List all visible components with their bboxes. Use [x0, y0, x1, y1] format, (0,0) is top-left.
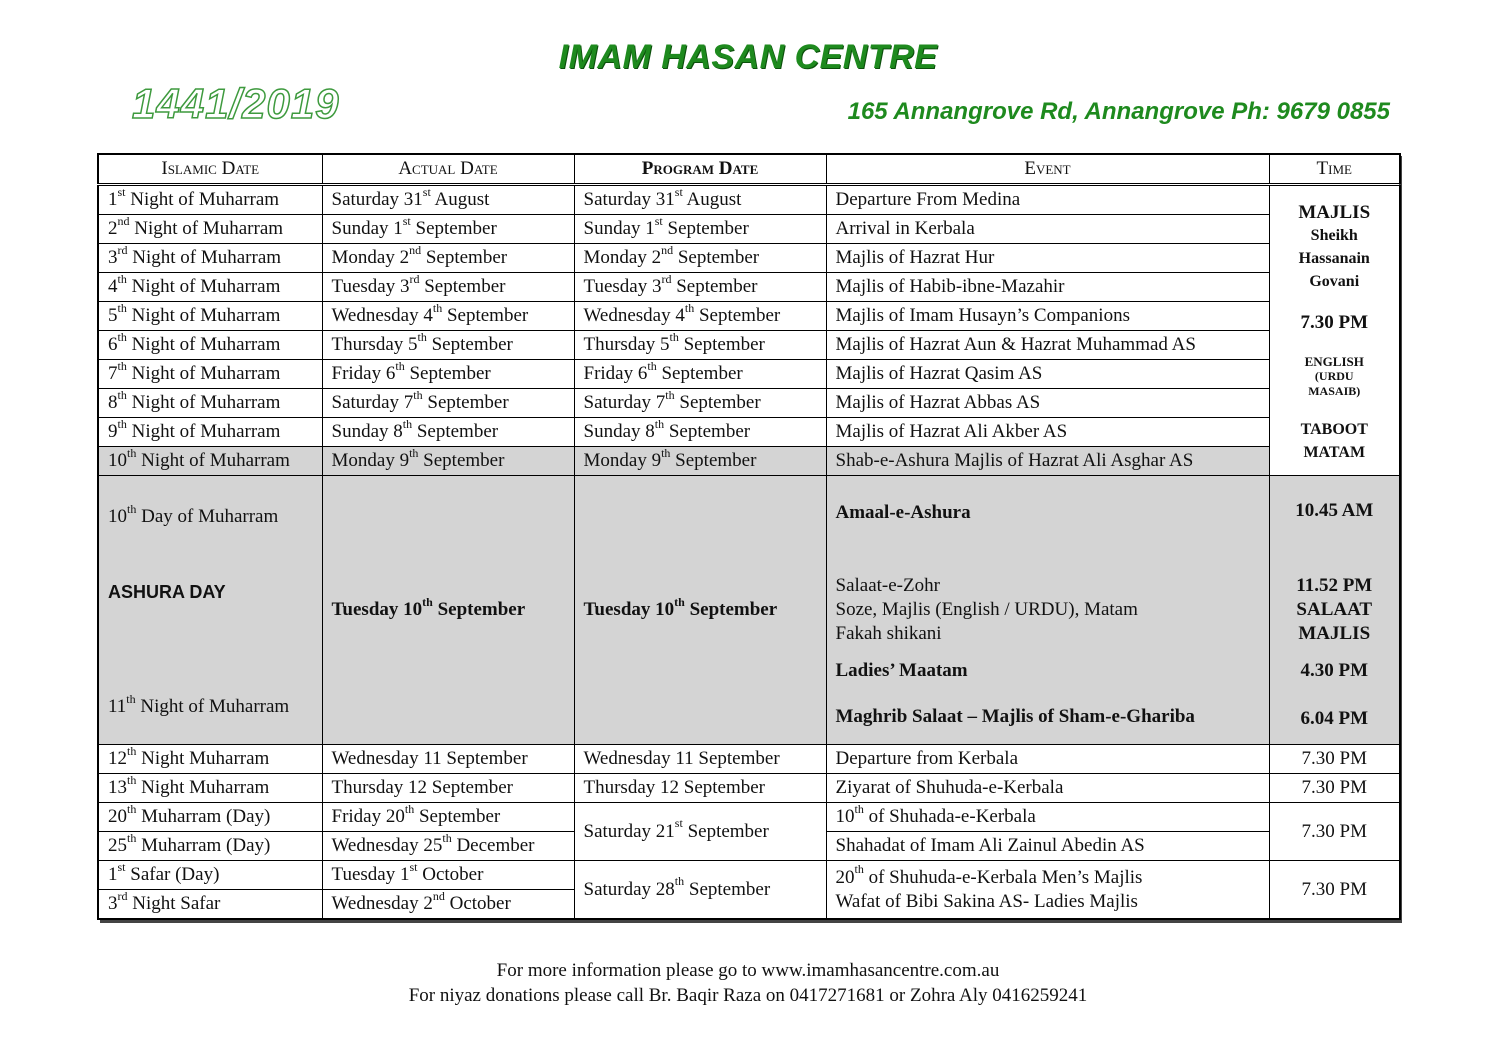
event-cell: Shab-e-Ashura Majlis of Hazrat Ali Asghar AS — [826, 447, 1269, 476]
amaal-event: Amaal-e-Ashura — [835, 502, 971, 523]
year-label: 1441/2019 — [132, 80, 340, 127]
event-cell: Majlis of Hazrat Abbas AS — [826, 389, 1269, 418]
event-cell: Majlis of Hazrat Ali Akber AS — [826, 418, 1269, 447]
text-rest: of Shuhuda-e-Kerbala Men’s Majlis — [863, 866, 1143, 888]
col-program-date: Program Date — [574, 154, 826, 185]
text-base: 25 — [108, 835, 127, 856]
ordinal-suffix: st — [674, 184, 683, 199]
ordinal-suffix: th — [854, 802, 864, 816]
ordinal-suffix: th — [409, 446, 419, 460]
text-rest: December — [451, 835, 535, 856]
text-base: 20 — [108, 806, 127, 827]
ordinal-suffix: th — [117, 272, 127, 286]
program-date-cell — [574, 447, 826, 476]
table-row — [98, 244, 1400, 273]
text-rest: Muharram (Day) — [136, 835, 271, 856]
islamic-date-cell — [98, 302, 322, 331]
ashura-program-cell — [574, 476, 826, 745]
event-cell: Majlis of Hazrat Qasim AS — [826, 360, 1269, 389]
text-base: Tuesday 3 — [583, 276, 662, 297]
text-rest: Night Muharram — [136, 777, 270, 798]
text-rest: September — [671, 276, 758, 297]
text-base: 10 — [108, 506, 127, 527]
col-time: Time — [1269, 154, 1400, 185]
text-base: 5 — [108, 305, 118, 326]
col-event: Event — [826, 154, 1269, 185]
text-rest: September — [404, 363, 491, 384]
islamic-date-cell — [98, 389, 322, 418]
text-rest: Night of Muharram — [135, 696, 290, 717]
islamic-date-cell — [98, 185, 322, 215]
text-base: 3 — [108, 247, 118, 268]
event-cell: Departure From Medina — [826, 185, 1269, 215]
footer-donation-line: For niyaz donations please call Br. Baqir Raza on 0417271681 or Zohra Aly 0416259241 — [408, 985, 1088, 1006]
actual-date-cell — [322, 418, 574, 447]
ordinal-suffix: st — [674, 816, 683, 831]
text-base: 1 — [108, 864, 118, 885]
text-rest: September — [684, 878, 771, 900]
ordinal-suffix: th — [117, 417, 127, 431]
islamic-date-cell — [98, 331, 322, 360]
program-date-cell — [574, 861, 826, 920]
table-row — [98, 302, 1400, 331]
ordinal-suffix: th — [665, 388, 675, 402]
text-base: Saturday 21 — [583, 820, 675, 842]
ashura-night-label — [108, 691, 313, 718]
program-date-cell — [574, 331, 826, 360]
amaal-time: 10.45 AM — [1295, 500, 1374, 521]
ladies-maatam-time: 4.30 PM — [1300, 660, 1369, 681]
zohr-event: Salaat-e-Zohr — [835, 575, 940, 596]
text-rest: Night Safar — [127, 893, 221, 914]
text-base: Sunday 8 — [331, 421, 403, 442]
ordinal-suffix: th — [684, 301, 695, 315]
text-base: Friday 6 — [331, 363, 396, 384]
actual-date-cell — [322, 215, 574, 244]
ordinal-suffix: th — [127, 501, 137, 516]
ordinal-suffix: nd — [117, 214, 130, 228]
majlis-label: MAJLIS — [1298, 623, 1371, 644]
ordinal-suffix: th — [422, 594, 433, 609]
program-date-cell: Thursday 12 September — [574, 774, 826, 803]
ashura-actual-cell — [322, 476, 574, 745]
ordinal-suffix: th — [126, 691, 136, 706]
text-base: Saturday 7 — [583, 392, 666, 413]
ashura-day-title: ASHURA DAY — [108, 581, 226, 602]
text-rest: September — [419, 276, 506, 297]
islamic-date-cell — [98, 890, 322, 920]
text-base: Sunday 1 — [583, 218, 655, 239]
actual-date-cell — [322, 273, 574, 302]
table-row — [98, 389, 1400, 418]
table-row — [98, 273, 1400, 302]
text-base: Saturday 31 — [583, 189, 675, 210]
ordinal-suffix: th — [654, 417, 665, 431]
centre-title: IMAM HASAN CENTRE — [558, 38, 938, 76]
speaker-line-3: Govani — [1309, 273, 1360, 290]
text-base: Saturday 7 — [331, 392, 414, 413]
table-row — [98, 331, 1400, 360]
event-cell: Majlis of Hazrat Aun & Hazrat Muhammad AS — [826, 331, 1269, 360]
text-base: 3 — [108, 893, 118, 914]
text-rest: of Shuhada-e-Kerbala — [863, 806, 1036, 827]
ordinal-suffix: nd — [432, 889, 445, 903]
text-base: 10 — [835, 806, 855, 827]
actual-date-cell — [322, 803, 574, 832]
event-cell — [826, 832, 1269, 861]
table-row — [98, 360, 1400, 389]
text-rest: September — [682, 820, 769, 842]
ashura-row — [98, 476, 1400, 745]
ashura-islamic-cell — [98, 476, 322, 745]
text-base: Friday 20 — [331, 806, 405, 827]
text-rest: September — [410, 218, 497, 239]
majlis-time-cell — [1269, 185, 1400, 476]
text-base: 1 — [108, 189, 118, 210]
ordinal-suffix: th — [402, 417, 413, 431]
text-base: Saturday 28 — [583, 878, 675, 900]
actual-date-cell — [322, 302, 574, 331]
schedule-table-wrapper — [97, 153, 1399, 920]
islamic-date-cell — [98, 803, 322, 832]
ordinal-suffix: st — [409, 860, 418, 874]
soze-event: Soze, Majlis (English / URDU), Matam — [835, 599, 1138, 620]
actual-date-cell — [322, 331, 574, 360]
program-date-cell — [574, 803, 826, 861]
program-date-cell: Wednesday 11 September — [574, 745, 826, 774]
text-base: Sunday 8 — [583, 421, 655, 442]
text-rest: Safar (Day) — [125, 864, 220, 885]
text-base: Tuesday 10 — [583, 599, 675, 620]
ordinal-suffix: th — [417, 330, 427, 344]
ladies-maatam-event: Ladies’ Maatam — [835, 660, 968, 681]
fakah-event: Fakah shikani — [835, 623, 942, 644]
text-base: 6 — [108, 334, 118, 355]
ordinal-suffix: th — [127, 744, 137, 758]
text-rest: Muharram (Day) — [136, 806, 271, 827]
ordinal-suffix: st — [402, 214, 411, 228]
ordinal-suffix: nd — [409, 243, 422, 257]
ordinal-suffix: th — [117, 301, 127, 315]
text-base: 10 — [108, 450, 127, 471]
islamic-date-cell — [98, 832, 322, 861]
islamic-date-cell — [98, 215, 322, 244]
ordinal-suffix: rd — [117, 243, 128, 257]
text-base: 11 — [108, 696, 127, 717]
text-rest: September — [670, 450, 757, 471]
text-rest: Night of Muharram — [136, 450, 290, 471]
time-cell: 7.30 PM — [1269, 745, 1400, 774]
islamic-date-cell — [98, 447, 322, 476]
text-rest: Night of Muharram — [126, 276, 281, 297]
ordinal-suffix: th — [127, 446, 137, 460]
text-rest: September — [422, 392, 509, 413]
ordinal-suffix: rd — [409, 272, 420, 286]
actual-date-cell — [322, 185, 574, 215]
ordinal-suffix: th — [127, 773, 137, 787]
speaker-line-2: Hassanain — [1298, 250, 1370, 267]
time-cell: 7.30 PM — [1269, 861, 1400, 920]
text-base: Wednesday 4 — [331, 305, 433, 326]
ordinal-suffix: th — [674, 594, 685, 609]
program-date-cell — [574, 244, 826, 273]
islamic-date-cell — [98, 861, 322, 890]
program-date-cell — [574, 302, 826, 331]
actual-date-cell — [322, 244, 574, 273]
text-rest: Night of Muharram — [126, 305, 281, 326]
actual-date-cell: Thursday 12 September — [322, 774, 574, 803]
text-base: Friday 6 — [583, 363, 648, 384]
text-base: Tuesday 1 — [331, 864, 410, 885]
col-actual-date: Actual Date — [322, 154, 574, 185]
ordinal-suffix: st — [117, 860, 126, 874]
ashura-day-label — [108, 501, 313, 528]
islamic-date-cell — [98, 244, 322, 273]
table-row — [98, 745, 1400, 774]
ordinal-suffix: th — [432, 301, 443, 315]
text-rest: September — [412, 421, 499, 442]
text-rest: September — [414, 806, 501, 827]
actual-date-cell: Wednesday 11 September — [322, 745, 574, 774]
text-base: 12 — [108, 748, 127, 769]
program-date-cell — [574, 215, 826, 244]
text-base: Monday 2 — [583, 247, 662, 268]
text-rest: September — [426, 334, 513, 355]
ordinal-suffix: th — [127, 802, 137, 816]
actual-date-cell — [322, 832, 574, 861]
ordinal-suffix: th — [442, 831, 452, 845]
islamic-date-cell — [98, 360, 322, 389]
ordinal-suffix: th — [661, 446, 671, 460]
actual-date-cell — [322, 389, 574, 418]
text-rest: September — [432, 599, 526, 620]
event-cell: Majlis of Habib-ibne-Mazahir — [826, 273, 1269, 302]
text-base: Thursday 5 — [583, 334, 670, 355]
ordinal-suffix: th — [117, 330, 127, 344]
islamic-date-cell — [98, 774, 322, 803]
actual-date-cell — [322, 861, 574, 890]
text-base: 13 — [108, 777, 127, 798]
footer-info-line: For more information please go to www.imamhasancentre.com.au — [496, 960, 1000, 981]
ordinal-suffix: th — [647, 359, 657, 373]
language-sub-2: MASAIB) — [1308, 383, 1361, 398]
ordinal-suffix: rd — [661, 272, 672, 286]
event-cell — [826, 861, 1269, 920]
col-islamic-date: Islamic Date — [98, 154, 322, 185]
text-rest: Night of Muharram — [127, 247, 282, 268]
text-rest: September — [674, 392, 761, 413]
time-cell: 7.30 PM — [1269, 803, 1400, 861]
text-rest: Night Muharram — [136, 748, 270, 769]
taboot-label: TABOOT — [1300, 420, 1368, 438]
ordinal-suffix: nd — [661, 243, 674, 257]
safar-event-men — [835, 862, 1260, 890]
table-row — [98, 447, 1400, 476]
event-cell: Majlis of Hazrat Hur — [826, 244, 1269, 273]
islamic-date-cell — [98, 745, 322, 774]
event-cell: Departure from Kerbala — [826, 745, 1269, 774]
ordinal-suffix: th — [854, 862, 864, 877]
majlis-heading: MAJLIS — [1298, 202, 1371, 223]
ordinal-suffix: rd — [117, 889, 128, 903]
text-rest: September — [664, 421, 751, 442]
safar-event-ladies: Wafat of Bibi Sakina AS- Ladies Majlis — [835, 890, 1138, 912]
text-base: 2 — [108, 218, 118, 239]
text-rest: Night of Muharram — [126, 421, 281, 442]
majlis-time: 7.30 PM — [1300, 312, 1369, 334]
text-base: Monday 2 — [331, 247, 410, 268]
program-date-cell — [574, 185, 826, 215]
text-rest: August — [430, 189, 490, 210]
ordinal-suffix: th — [117, 388, 127, 402]
text-rest: September — [684, 599, 778, 620]
text-base: 8 — [108, 392, 118, 413]
footer — [0, 958, 1496, 1008]
event-cell — [826, 803, 1269, 832]
text-base: Monday 9 — [583, 450, 662, 471]
program-date-cell — [574, 360, 826, 389]
text-rest: September — [442, 305, 529, 326]
text-rest: October — [417, 864, 484, 885]
table-row — [98, 861, 1400, 890]
text-rest: September — [656, 363, 743, 384]
event-cell: Arrival in Kerbala — [826, 215, 1269, 244]
text-base: 9 — [108, 421, 118, 442]
ordinal-suffix: st — [422, 184, 431, 199]
text-rest: September — [418, 450, 505, 471]
event-cell: Majlis of Imam Husayn’s Companions — [826, 302, 1269, 331]
table-row — [98, 185, 1400, 215]
text-base: Saturday 31 — [331, 189, 423, 210]
maghrib-time: 6.04 PM — [1300, 708, 1369, 729]
text-rest: September — [673, 247, 760, 268]
text-rest: Day of Muharram — [136, 506, 279, 527]
language-sub-1: (URDU — [1314, 368, 1354, 383]
ordinal-suffix: st — [117, 184, 126, 199]
text-rest: Night of Muharram — [126, 363, 281, 384]
text-base: Wednesday 25 — [331, 835, 443, 856]
matam-label: MATAM — [1303, 443, 1366, 461]
text-rest: Night of Muharram — [126, 334, 281, 355]
salaat-label: SALAAT — [1296, 599, 1373, 620]
text-rest: September — [678, 334, 765, 355]
text-base: Tuesday 3 — [331, 276, 410, 297]
ordinal-suffix: th — [117, 359, 127, 373]
islamic-date-cell — [98, 418, 322, 447]
ordinal-suffix: st — [654, 214, 663, 228]
zohr-time: 11.52 PM — [1296, 575, 1373, 596]
actual-date-cell — [322, 360, 574, 389]
ordinal-suffix: th — [413, 388, 423, 402]
text-rest: September — [421, 247, 508, 268]
program-date-cell — [574, 389, 826, 418]
text-rest: October — [444, 893, 511, 914]
program-date-cell — [574, 273, 826, 302]
text-rest: September — [694, 305, 781, 326]
table-row — [98, 418, 1400, 447]
text-rest: Night of Muharram — [126, 392, 281, 413]
program-date-cell — [574, 418, 826, 447]
table-row — [98, 774, 1400, 803]
text-base: Sunday 1 — [331, 218, 403, 239]
actual-date-cell — [322, 447, 574, 476]
text-base: Thursday 5 — [331, 334, 418, 355]
text-rest: Night of Muharram — [129, 218, 284, 239]
table-row — [98, 215, 1400, 244]
islamic-date-cell — [98, 273, 322, 302]
ordinal-suffix: th — [404, 802, 415, 816]
ordinal-suffix: th — [395, 359, 405, 373]
ordinal-suffix: th — [674, 874, 685, 889]
ordinal-suffix: th — [127, 831, 137, 845]
ashura-time-cell — [1269, 476, 1400, 745]
text-rest: August — [682, 189, 742, 210]
ashura-event-cell — [826, 476, 1269, 745]
text-base: Wednesday 4 — [583, 305, 685, 326]
speaker-line-1: Sheikh — [1310, 227, 1358, 244]
text-rest: September — [662, 218, 749, 239]
text-base: 7 — [108, 363, 118, 384]
text-rest: Night of Muharram — [125, 189, 280, 210]
actual-date-cell — [322, 890, 574, 920]
event-cell: Ziyarat of Shuhuda-e-Kerbala — [826, 774, 1269, 803]
text-base: 20 — [835, 866, 855, 888]
maghrib-event: Maghrib Salaat – Majlis of Sham-e-Ghariba — [835, 706, 1195, 727]
table-row — [98, 803, 1400, 832]
text-base: Wednesday 2 — [331, 893, 433, 914]
time-cell: 7.30 PM — [1269, 774, 1400, 803]
text-base: 4 — [108, 276, 118, 297]
schedule-table — [97, 153, 1401, 920]
ordinal-suffix: th — [669, 330, 679, 344]
language-label: ENGLISH — [1304, 353, 1364, 369]
address-line: 165 Annangrove Rd, Annangrove Ph: 9679 0855 — [847, 98, 1390, 125]
text-base: Tuesday 10 — [331, 599, 423, 620]
text-base: Monday 9 — [331, 450, 410, 471]
text-rest: Shahadat of Imam Ali Zainul Abedin AS — [835, 835, 1145, 856]
